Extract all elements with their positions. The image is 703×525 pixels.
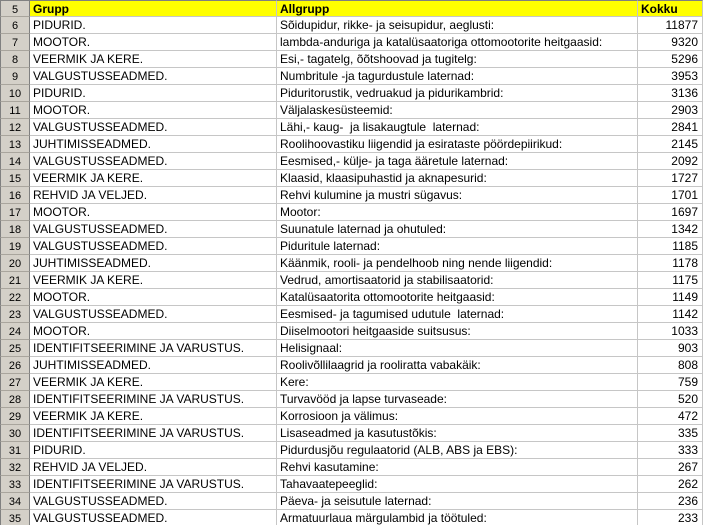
cell-allgrupp[interactable]: Katalüsaatorita ottomootorite heitgaasid: <box>277 289 638 306</box>
cell-allgrupp[interactable]: Roolivõllilaagrid ja rooliratta vabakäik: <box>277 357 638 374</box>
cell-allgrupp[interactable]: Sõidupidur, rikke- ja seisupidur, aeglusti: <box>277 17 638 34</box>
cell-allgrupp[interactable]: Mootor: <box>277 204 638 221</box>
row-number[interactable]: 31 <box>0 442 30 459</box>
cell-grupp[interactable]: IDENTIFITSEERIMINE JA VARUSTUS. <box>30 340 277 357</box>
cell-kokku[interactable]: 472 <box>638 408 703 425</box>
table-row <box>0 221 703 238</box>
cell-allgrupp[interactable]: Päeva- ja seisutule laternad: <box>277 493 638 510</box>
cell-grupp[interactable]: IDENTIFITSEERIMINE JA VARUSTUS. <box>30 425 277 442</box>
cell-grupp[interactable]: PIDURID. <box>30 17 277 34</box>
table-row <box>0 425 703 442</box>
cell-grupp[interactable]: REHVID JA VELJED. <box>30 187 277 204</box>
cell-kokku[interactable]: 3136 <box>638 85 703 102</box>
cell-kokku[interactable]: 1697 <box>638 204 703 221</box>
cell-kokku[interactable]: 335 <box>638 425 703 442</box>
cell-allgrupp[interactable]: Lähi,- kaug- ja lisakaugtule laternad: <box>277 119 638 136</box>
column-header-grupp[interactable]: Grupp <box>30 0 277 17</box>
row-number[interactable]: 23 <box>0 306 30 323</box>
table-row <box>0 340 703 357</box>
row-number-header[interactable]: 5 <box>0 0 30 17</box>
cell-grupp[interactable]: VEERMIK JA KERE. <box>30 170 277 187</box>
cell-grupp[interactable]: VALGUSTUSSEADMED. <box>30 68 277 85</box>
data-rows-container <box>0 17 703 525</box>
row-number[interactable]: 22 <box>0 289 30 306</box>
cell-allgrupp[interactable]: Piduritorustik, vedruakud ja pidurikambrid: <box>277 85 638 102</box>
cell-kokku[interactable]: 1727 <box>638 170 703 187</box>
cell-allgrupp[interactable]: Turvavööd ja lapse turvaseade: <box>277 391 638 408</box>
row-number[interactable]: 18 <box>0 221 30 238</box>
cell-grupp[interactable]: VALGUSTUSSEADMED. <box>30 119 277 136</box>
cell-allgrupp[interactable]: Piduritule laternad: <box>277 238 638 255</box>
table-row <box>0 238 703 255</box>
row-number[interactable]: 17 <box>0 204 30 221</box>
cell-kokku[interactable]: 236 <box>638 493 703 510</box>
cell-kokku[interactable]: 2903 <box>638 102 703 119</box>
cell-grupp[interactable]: VALGUSTUSSEADMED. <box>30 221 277 238</box>
cell-allgrupp[interactable]: Lisaseadmed ja kasutustõkis: <box>277 425 638 442</box>
table-row <box>0 272 703 289</box>
table-row <box>0 391 703 408</box>
cell-allgrupp[interactable]: Eesmised- ja tagumised udutule laternad: <box>277 306 638 323</box>
cell-kokku[interactable]: 2092 <box>638 153 703 170</box>
cell-kokku[interactable]: 9320 <box>638 34 703 51</box>
cell-allgrupp[interactable]: Suunatule laternad ja ohutuled: <box>277 221 638 238</box>
cell-kokku[interactable]: 1701 <box>638 187 703 204</box>
cell-grupp[interactable]: VEERMIK JA KERE. <box>30 51 277 68</box>
cell-kokku[interactable]: 759 <box>638 374 703 391</box>
cell-kokku[interactable]: 1149 <box>638 289 703 306</box>
table-row <box>0 306 703 323</box>
cell-grupp[interactable]: IDENTIFITSEERIMINE JA VARUSTUS. <box>30 476 277 493</box>
cell-grupp[interactable]: VEERMIK JA KERE. <box>30 408 277 425</box>
cell-allgrupp[interactable]: Tahavaatepeeglid: <box>277 476 638 493</box>
cell-allgrupp[interactable]: Rehvi kasutamine: <box>277 459 638 476</box>
row-number[interactable]: 21 <box>0 272 30 289</box>
cell-kokku[interactable]: 11877 <box>638 17 703 34</box>
table-row <box>0 170 703 187</box>
cell-grupp[interactable]: VEERMIK JA KERE. <box>30 374 277 391</box>
row-number[interactable]: 28 <box>0 391 30 408</box>
table-row <box>0 255 703 272</box>
cell-allgrupp[interactable]: Rehvi kulumine ja mustri sügavus: <box>277 187 638 204</box>
table-row <box>0 510 703 525</box>
cell-allgrupp[interactable]: Käänmik, rooli- ja pendelhoob ning nende liigendid: <box>277 255 638 272</box>
row-number[interactable]: 26 <box>0 357 30 374</box>
column-header-kokku[interactable]: Kokku <box>638 0 703 17</box>
table-row <box>0 374 703 391</box>
row-number[interactable]: 20 <box>0 255 30 272</box>
cell-allgrupp[interactable]: Helisignaal: <box>277 340 638 357</box>
cell-grupp[interactable]: VALGUSTUSSEADMED. <box>30 493 277 510</box>
row-number[interactable]: 16 <box>0 187 30 204</box>
cell-grupp[interactable]: VALGUSTUSSEADMED. <box>30 306 277 323</box>
cell-allgrupp[interactable]: Esi,- tagatelg, õõtshoovad ja tugitelg: <box>277 51 638 68</box>
cell-kokku[interactable]: 808 <box>638 357 703 374</box>
cell-grupp[interactable]: IDENTIFITSEERIMINE JA VARUSTUS. <box>30 391 277 408</box>
row-number[interactable]: 24 <box>0 323 30 340</box>
column-header-allgrupp[interactable]: Allgrupp <box>277 0 638 17</box>
cell-kokku[interactable]: 1142 <box>638 306 703 323</box>
row-number[interactable]: 35 <box>0 510 30 525</box>
row-number[interactable]: 9 <box>0 68 30 85</box>
table-row <box>0 323 703 340</box>
cell-grupp[interactable]: JUHTIMISSEADMED. <box>30 255 277 272</box>
cell-kokku[interactable]: 5296 <box>638 51 703 68</box>
row-number[interactable]: 19 <box>0 238 30 255</box>
row-number[interactable]: 33 <box>0 476 30 493</box>
cell-kokku[interactable]: 2841 <box>638 119 703 136</box>
cell-allgrupp[interactable]: Eesmised,- külje- ja taga ääretule laternad: <box>277 153 638 170</box>
table-row <box>0 357 703 374</box>
cell-grupp[interactable]: MOOTOR. <box>30 102 277 119</box>
row-number[interactable]: 30 <box>0 425 30 442</box>
cell-kokku[interactable]: 1185 <box>638 238 703 255</box>
header-row <box>0 0 703 17</box>
cell-grupp[interactable]: MOOTOR. <box>30 289 277 306</box>
cell-allgrupp[interactable]: Kere: <box>277 374 638 391</box>
table-row <box>0 476 703 493</box>
cell-grupp[interactable]: JUHTIMISSEADMED. <box>30 136 277 153</box>
cell-allgrupp[interactable]: Klaasid, klaasipuhastid ja aknapesurid: <box>277 170 638 187</box>
cell-kokku[interactable]: 1175 <box>638 272 703 289</box>
row-number[interactable]: 29 <box>0 408 30 425</box>
cell-grupp[interactable]: PIDURID. <box>30 85 277 102</box>
table-row <box>0 102 703 119</box>
cell-allgrupp[interactable]: Numbritule -ja tagurdustule laternad: <box>277 68 638 85</box>
cell-grupp[interactable]: MOOTOR. <box>30 34 277 51</box>
table-row <box>0 136 703 153</box>
cell-grupp[interactable]: REHVID JA VELJED. <box>30 459 277 476</box>
cell-kokku[interactable]: 233 <box>638 510 703 525</box>
cell-kokku[interactable]: 903 <box>638 340 703 357</box>
table-row <box>0 68 703 85</box>
row-number[interactable]: 34 <box>0 493 30 510</box>
row-number[interactable]: 13 <box>0 136 30 153</box>
cell-kokku[interactable]: 262 <box>638 476 703 493</box>
table-row <box>0 85 703 102</box>
cell-grupp[interactable]: VALGUSTUSSEADMED. <box>30 238 277 255</box>
cell-grupp[interactable]: JUHTIMISSEADMED. <box>30 357 277 374</box>
table-row <box>0 119 703 136</box>
table-row <box>0 153 703 170</box>
table-row <box>0 442 703 459</box>
cell-kokku[interactable]: 1033 <box>638 323 703 340</box>
row-number[interactable]: 12 <box>0 119 30 136</box>
cell-allgrupp[interactable]: Armatuurlaua märgulambid ja töötuled: <box>277 510 638 525</box>
cell-grupp[interactable]: VALGUSTUSSEADMED. <box>30 510 277 525</box>
row-number[interactable]: 27 <box>0 374 30 391</box>
cell-allgrupp[interactable]: lambda-anduriga ja katalüsaatoriga ottomootorite heitgaasid: <box>277 34 638 51</box>
cell-kokku[interactable]: 1178 <box>638 255 703 272</box>
cell-kokku[interactable]: 2145 <box>638 136 703 153</box>
row-number[interactable]: 7 <box>0 34 30 51</box>
cell-kokku[interactable]: 1342 <box>638 221 703 238</box>
table-row <box>0 289 703 306</box>
cell-grupp[interactable]: MOOTOR. <box>30 204 277 221</box>
cell-grupp[interactable]: PIDURID. <box>30 442 277 459</box>
row-number[interactable]: 15 <box>0 170 30 187</box>
cell-kokku[interactable]: 3953 <box>638 68 703 85</box>
cell-kokku[interactable]: 267 <box>638 459 703 476</box>
cell-allgrupp[interactable]: Väljalaskesüsteemid: <box>277 102 638 119</box>
table-row <box>0 34 703 51</box>
table-row <box>0 459 703 476</box>
table-row <box>0 493 703 510</box>
table-row <box>0 51 703 68</box>
cell-grupp[interactable]: MOOTOR. <box>30 323 277 340</box>
table-row <box>0 204 703 221</box>
row-number[interactable]: 25 <box>0 340 30 357</box>
row-number[interactable]: 10 <box>0 85 30 102</box>
cell-allgrupp[interactable]: Pidurdusjõu regulaatorid (ALB, ABS ja EBS): <box>277 442 638 459</box>
cell-grupp[interactable]: VALGUSTUSSEADMED. <box>30 153 277 170</box>
row-number[interactable]: 6 <box>0 17 30 34</box>
table-row <box>0 17 703 34</box>
cell-allgrupp[interactable]: Diiselmootori heitgaaside suitsusus: <box>277 323 638 340</box>
row-number[interactable]: 11 <box>0 102 30 119</box>
cell-kokku[interactable]: 520 <box>638 391 703 408</box>
row-number[interactable]: 14 <box>0 153 30 170</box>
cell-allgrupp[interactable]: Vedrud, amortisaatorid ja stabilisaatorid: <box>277 272 638 289</box>
cell-kokku[interactable]: 333 <box>638 442 703 459</box>
row-number[interactable]: 8 <box>0 51 30 68</box>
cell-grupp[interactable]: VEERMIK JA KERE. <box>30 272 277 289</box>
table-row <box>0 187 703 204</box>
cell-allgrupp[interactable]: Roolihoovastiku liigendid ja esirataste pöördepiirikud: <box>277 136 638 153</box>
table-row <box>0 408 703 425</box>
cell-allgrupp[interactable]: Korrosioon ja välimus: <box>277 408 638 425</box>
row-number[interactable]: 32 <box>0 459 30 476</box>
